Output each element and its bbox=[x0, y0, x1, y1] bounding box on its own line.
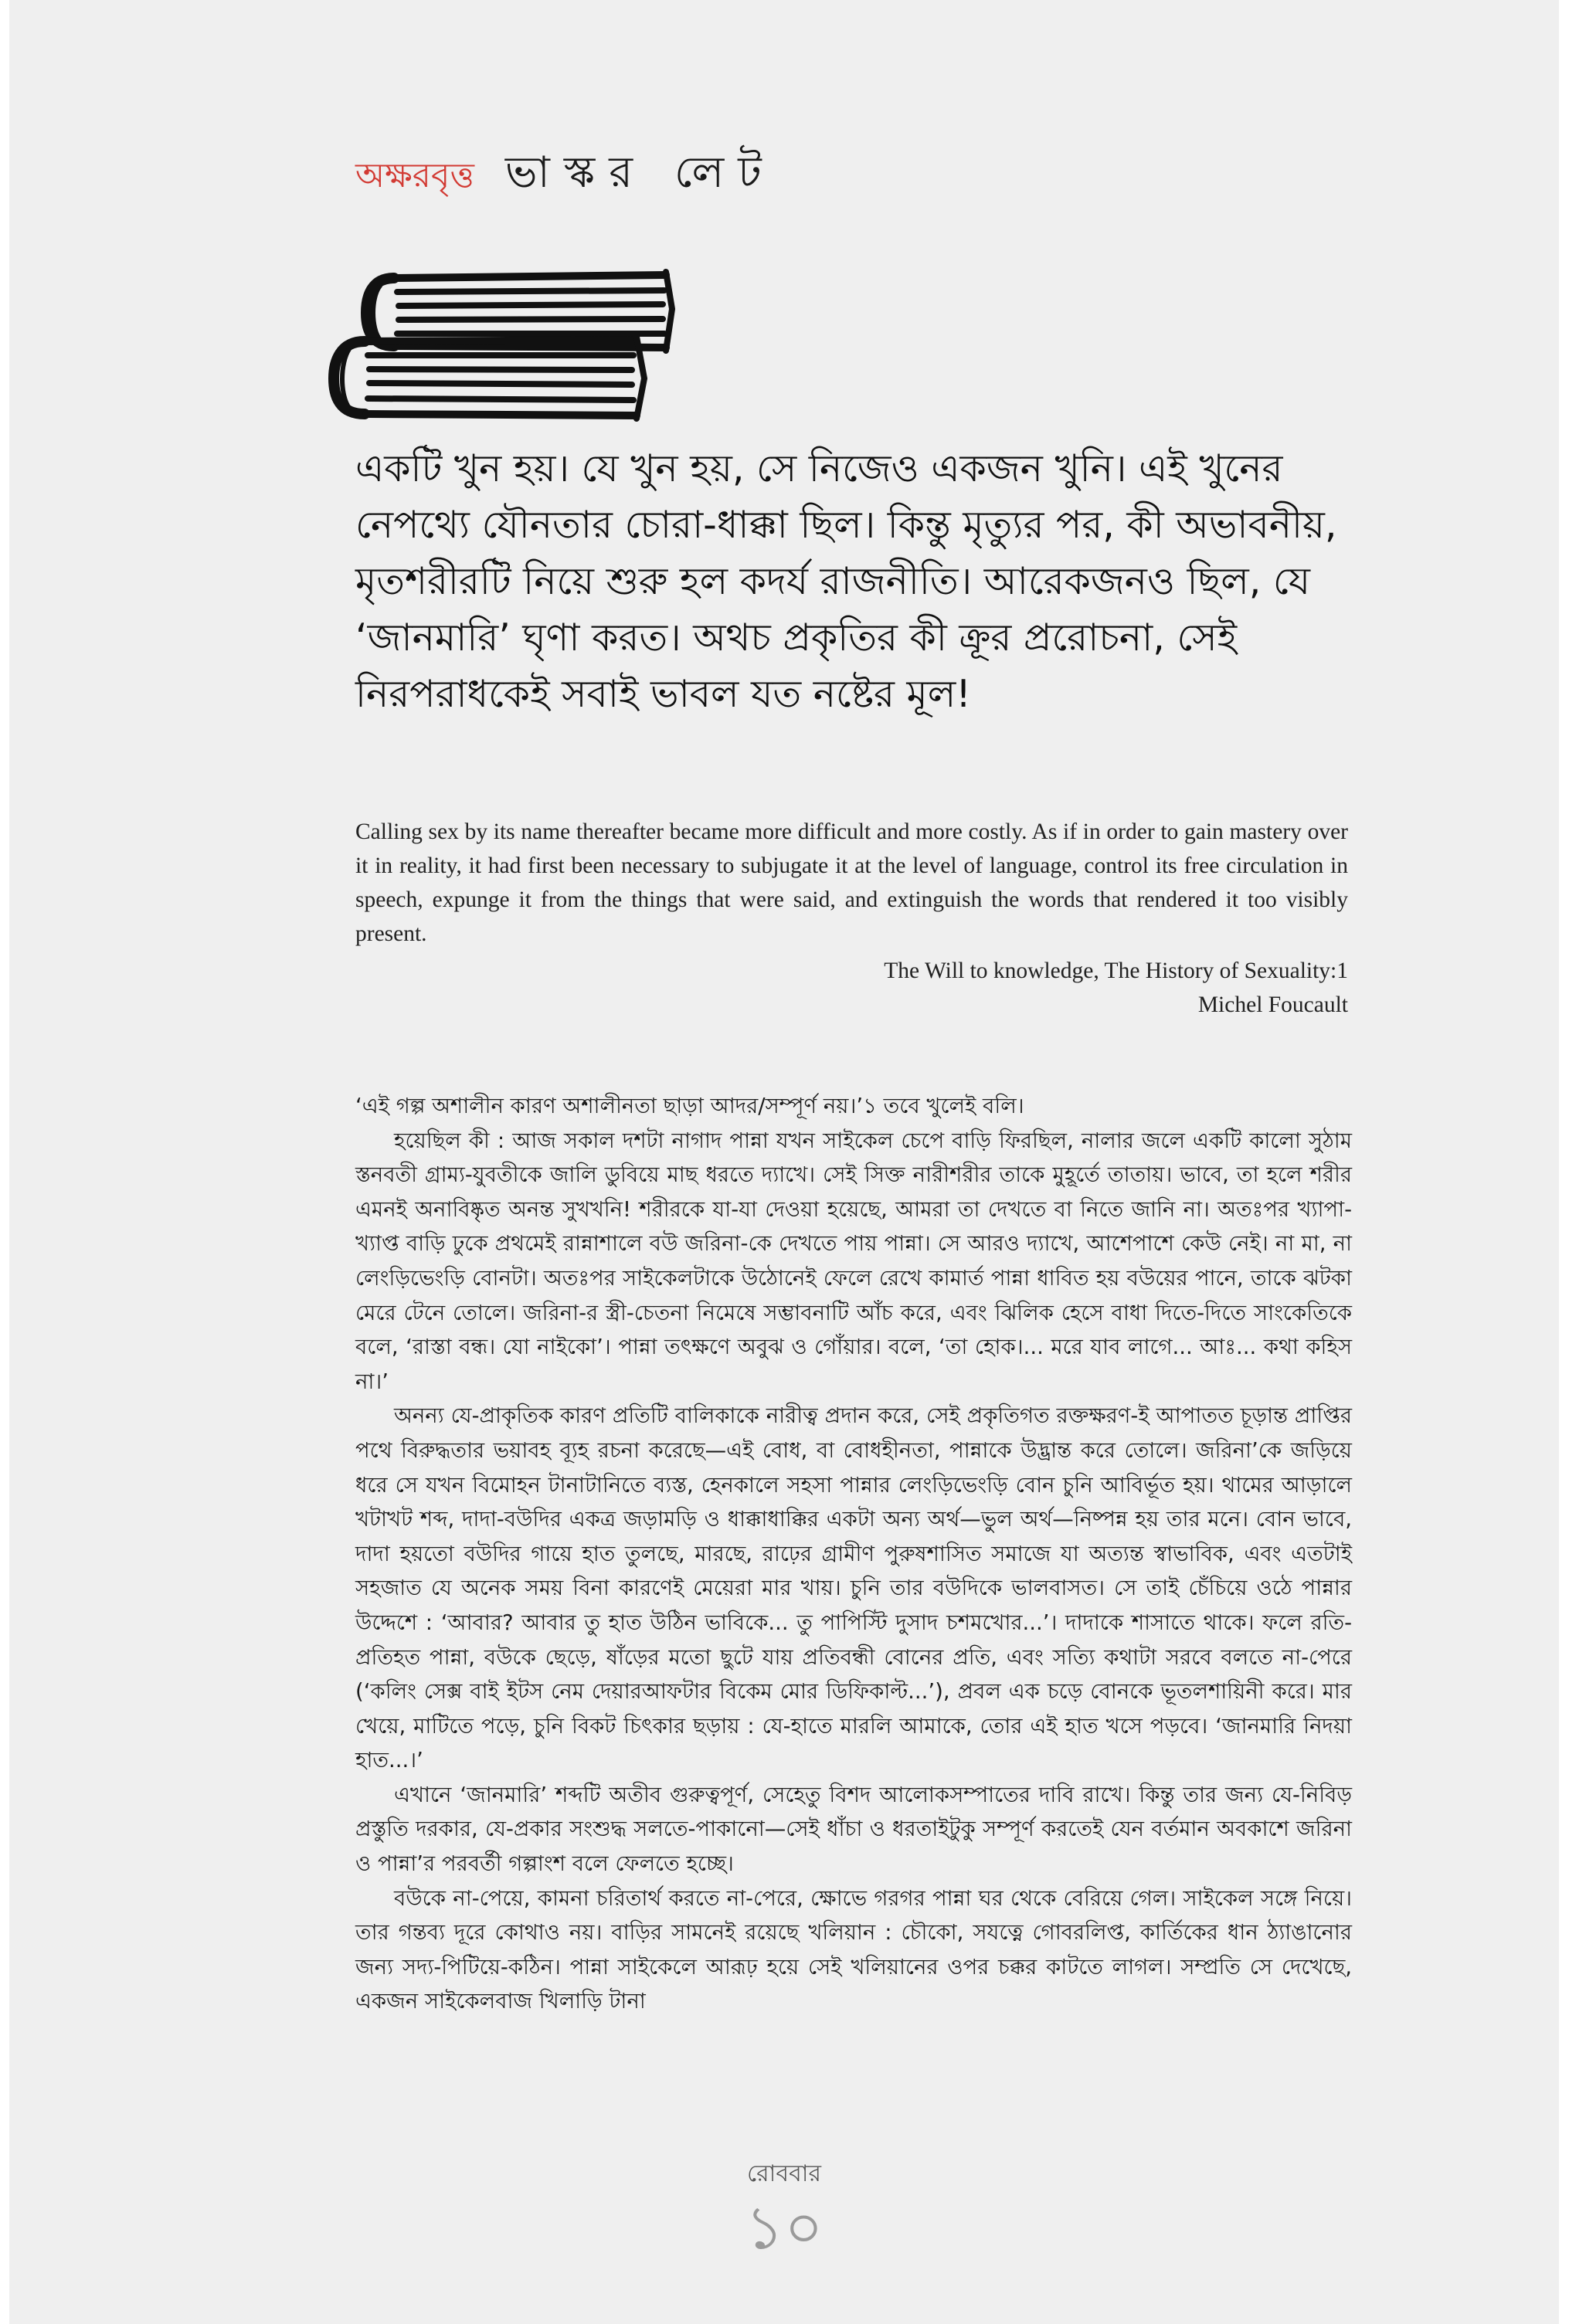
author-name: ভাস্কর লেট bbox=[504, 148, 776, 198]
page-footer bbox=[9, 2155, 1559, 2263]
section-label: অক্ষরবৃত্ত bbox=[355, 156, 474, 195]
body-paragraph: হয়েছিল কী : আজ সকাল দশটা নাগাদ পান্না যখন সাইকেল চেপে বাড়ি ফিরছিল, নালার জলে একটি কালো সুঠাম স্তনবতী গ্রাম্য-যুবতীকে জালি ডুবিয়ে মাছ ধরতে দ্যাখে। সেই সিক্ত নারীশরীর তাকে মুহূর্তে তাতায়। ভাবে, তা হলে শরীর এমনই অনাবিষ্কৃত অনন্ত সুখখনি! শরীরকে যা-যা দেওয়া হয়েছে, আমরা তা দেখতে বা নিতে জানি না। অতঃপর খ্যাপা-খ্যাপ্ত বাড়ি ঢুকে প্রথমেই রান্নাশালে বউ জরিনা-কে দেখতে পায় পান্না। সে আরও দ্যাখে, আশেপাশে কেউ নেই। না মা, না লেংড়িভেংড়ি বোনটা। অতঃপর সাইকেলটাকে উঠোনেই ফেলে রেখে কামার্ত পান্না ধাবিত হয় বউয়ের পানে, তাকে ঝটকা মেরে টেনে তোলে। জরিনা-র স্ত্রী-চেতনা নিমেষে সম্ভাবনাটি আঁচ করে, এবং ঝিলিক হেসে বাধা দিতে-দিতে সাংকেতিকে বলে, ‘রাস্তা বন্ধ। যো নাইকো’। পান্না তৎক্ষণে অবুঝ ও গোঁয়ার। বলে, ‘তা হোক।... মরে যাব লাগে... আঃ... কথা কহিস না।’ bbox=[355, 1128, 1353, 1394]
page-number: ১০ bbox=[745, 2193, 824, 2263]
body-paragraph: বউকে না-পেয়ে, কামনা চরিতার্থ করতে না-পেরে, ক্ষোভে গরগর পান্না ঘর থেকে বেরিয়ে গেল। সাইকেল সঙ্গে নিয়ে। তার গন্তব্য দূরে কোথাও নয়। বাড়ির সামনেই রয়েছে খলিয়ান : চৌকো, সযত্নে গোবরলিপ্ত, কার্তিকের ধান ঠ্যাঙানোর জন্য সদ্য-পিটিয়ে-কঠিন। পান্না সাইকেলে আরূঢ় হয়ে সেই খলিয়ানের ওপর চক্কর কাটতে লাগল। সম্প্রতি সে দেখেছে, একজন সাইকেলবাজ খিলাড়ি টানা bbox=[355, 1885, 1352, 2014]
footer-day: রোববার bbox=[747, 2160, 821, 2187]
epigraph bbox=[355, 815, 1348, 1022]
page bbox=[9, 0, 1559, 2324]
stacked-books-icon bbox=[326, 255, 681, 433]
epigraph-work: The Will to knowledge, The History of Sexuality:1 bbox=[884, 958, 1348, 983]
article-body bbox=[355, 1089, 1352, 2019]
lead-text: একটি খুন হয়। যে খুন হয়, সে নিজেও একজন খুনি। এই খুনের নেপথ্যে যৌনতার চোরা-ধাক্কা ছিল। কিন্তু মৃত্যুর পর, কী অভাবনীয়, মৃতশরীরটি নিয়ে শুরু হল কদর্য রাজনীতি। আরেকজনও ছিল, যে ‘জানমারি’ ঘৃণা করত। অথচ প্রকৃতির কী ক্রূর প্ররোচনা, সেই নিরপরাধকেই সবাই ভাবল যত নষ্টের মূল! bbox=[355, 446, 1337, 716]
lead-paragraph bbox=[355, 440, 1383, 722]
page-header bbox=[355, 139, 776, 201]
body-paragraph: ‘এই গল্প অশালীন কারণ অশালীনতা ছাড়া আদর/সম্পূর্ণ নয়।’১ তবে খুলেই বলি। bbox=[355, 1094, 1024, 1118]
epigraph-source bbox=[355, 954, 1348, 1022]
body-paragraph: এখানে ‘জানমারি’ শব্দটি অতীব গুরুত্বপূর্ণ, সেহেতু বিশদ আলোকসম্পাতের দাবি রাখে। কিন্তু তার জন্য যে-নিবিড় প্রস্তুতি দরকার, যে-প্রকার সংশুদ্ধ সলতে-পাকানো—সেই ধাঁচা ও ধরতাইটুকু সম্পূর্ণ করতেই যেন বর্তমান অবকাশে জরিনা ও পান্না’র পরবর্তী গল্পাংশ বলে ফেলতে হচ্ছে। bbox=[355, 1782, 1352, 1877]
epigraph-author: Michel Foucault bbox=[1197, 992, 1348, 1017]
body-paragraph: অনন্য যে-প্রাকৃতিক কারণ প্রতিটি বালিকাকে নারীত্ব প্রদান করে, সেই প্রকৃতিগত রক্তক্ষরণ-ই আপাতত চূড়ান্ত প্রাপ্তির পথে বিরুদ্ধতার ভয়াবহ ব্যূহ রচনা করেছে—এই বোধ, বা বোধহীনতা, পান্নাকে উদ্ভ্রান্ত করে তোলে। জরিনা’কে জড়িয়ে ধরে সে যখন বিমোহন টানাটানিতে ব্যস্ত, হেনকালে সহসা পান্নার লেংড়িভেংড়ি বোন চুনি আবির্ভূত হয়। থামের আড়ালে খটাখট শব্দ, দাদা-বউদির একত্র জড়ামড়ি ও ধাক্কাধাক্কির একটা অন্য অর্থ—ভুল অর্থ—নিষ্পন্ন হয় তার মনে। বোন ভাবে, দাদা হয়তো বউদির গায়ে হাত তুলছে, মারছে, রাঢ়ের গ্রামীণ পুরুষশাসিত সমাজে যা অত্যন্ত স্বাভাবিক, এবং এতটাই সহজাত যে অনেক সময় বিনা কারণেই মেয়েরা মার খায়। চুনি তার বউদিকে ভালবাসত। সে তাই চেঁচিয়ে ওঠে পান্নার উদ্দেশে : ‘আবার? আবার তু হাত উঠিন ভাবিকে... তু পাপিস্টি দুসাদ চশমখোর...’। দাদাকে শাসাতে থাকে। ফলে রতি-প্রতিহত পান্না, বউকে ছেড়ে, ষাঁড়ের মতো ছুটে যায় প্রতিবন্ধী বোনের প্রতি, এবং সত্যি কথাটা সরবে বলতে না-পেরে (‘কলিং সেক্স বাই ইটস নেম দেয়ারআফটার বিকেম মোর ডিফিকাল্ট...’), প্রবল এক চড়ে বোনকে ভূতলশায়িনী করে। মার খেয়ে, মাটিতে পড়ে, চুনি বিকট চিৎকার ছড়ায় : যে-হাতে মারলি আমাকে, তোর এই হাত খসে পড়বে। ‘জানমারি নিদয়া হাত...।’ bbox=[355, 1403, 1352, 1773]
epigraph-quote: Calling sex by its name thereafter became more difficult and more costly. As if in order to gain mastery over it in reality, it had first been necessary to subjugate it at the level of language, control its free circulation in speech, expunge it from the things that were said, and extinguish the words that rendered it too visibly present. bbox=[355, 819, 1348, 946]
